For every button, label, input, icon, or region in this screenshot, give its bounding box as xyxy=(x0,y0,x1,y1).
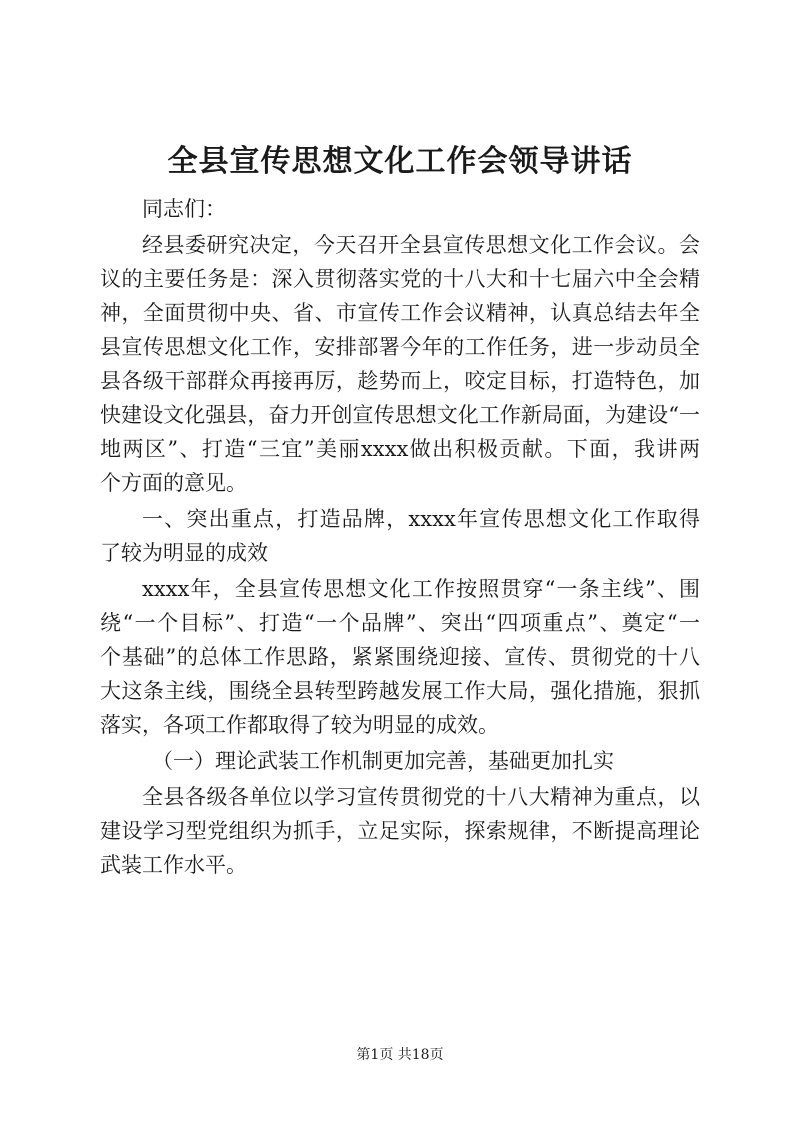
paragraph-line: 全县各级各单位以学习宣传贯彻党的十八大精神为重点，以 xyxy=(142,785,700,809)
document-title: 全县宣传思想文化工作会领导讲话 xyxy=(167,144,633,179)
paragraph-line: 大这条主线，围绕全县转型跨越发展工作大局，强化措施，狠抓 xyxy=(100,679,700,703)
paragraph-line: 神，全面贯彻中央、省、市宣传工作会议精神，认真总结去年全 xyxy=(100,301,700,325)
paragraph-line: 议的主要任务是：深入贯彻落实党的十八大和十七届六中全会精 xyxy=(100,267,700,291)
paragraph-3 xyxy=(100,780,700,882)
section-heading-1 xyxy=(100,502,700,570)
paragraph-line: 县宣传思想文化工作，安排部署今年的工作任务，进一步动员全 xyxy=(100,335,700,359)
paragraph-line: 地两区”、打造“三宜”美丽xxxx做出积极贡献。下面，我讲两 xyxy=(100,437,700,461)
page-number-footer: 第1页 共18页 xyxy=(356,1047,444,1063)
paragraph-line: 武装工作水平。 xyxy=(100,853,247,877)
subsection-heading-1: （一）理论武装工作机制更加完善，基础更加扎实 xyxy=(152,749,614,773)
paragraph-line: 绕“一个目标”、打造“一个品牌”、突出“四项重点”、奠定“一 xyxy=(100,611,700,635)
paragraph-line: 个方面的意见。 xyxy=(100,471,247,495)
paragraph-1 xyxy=(100,228,700,500)
paragraph-line: 快建设文化强县，奋力开创宣传思想文化工作新局面，为建设“一 xyxy=(100,403,700,427)
paragraph-line: 落实，各项工作都取得了较为明显的成效。 xyxy=(100,713,499,737)
salutation: 同志们： xyxy=(142,197,226,221)
paragraph-line: xxxx年，全县宣传思想文化工作按照贯穿“一条主线”、围 xyxy=(142,577,700,601)
paragraph-line: 经县委研究决定，今天召开全县宣传思想文化工作会议。会 xyxy=(142,233,700,257)
paragraph-line: 建设学习型党组织为抓手，立足实际，探索规律，不断提高理论 xyxy=(100,819,700,843)
heading-line: 了较为明显的成效 xyxy=(100,541,268,565)
heading-line: 一、突出重点，打造品牌，xxxx年宣传思想文化工作取得 xyxy=(142,507,700,531)
document-body xyxy=(100,192,700,882)
paragraph-line: 个基础”的总体工作思路，紧紧围绕迎接、宣传、贯彻党的十八 xyxy=(100,645,700,669)
paragraph-line: 县各级干部群众再接再厉，趁势而上，咬定目标，打造特色，加 xyxy=(100,369,700,393)
paragraph-2 xyxy=(100,572,700,742)
